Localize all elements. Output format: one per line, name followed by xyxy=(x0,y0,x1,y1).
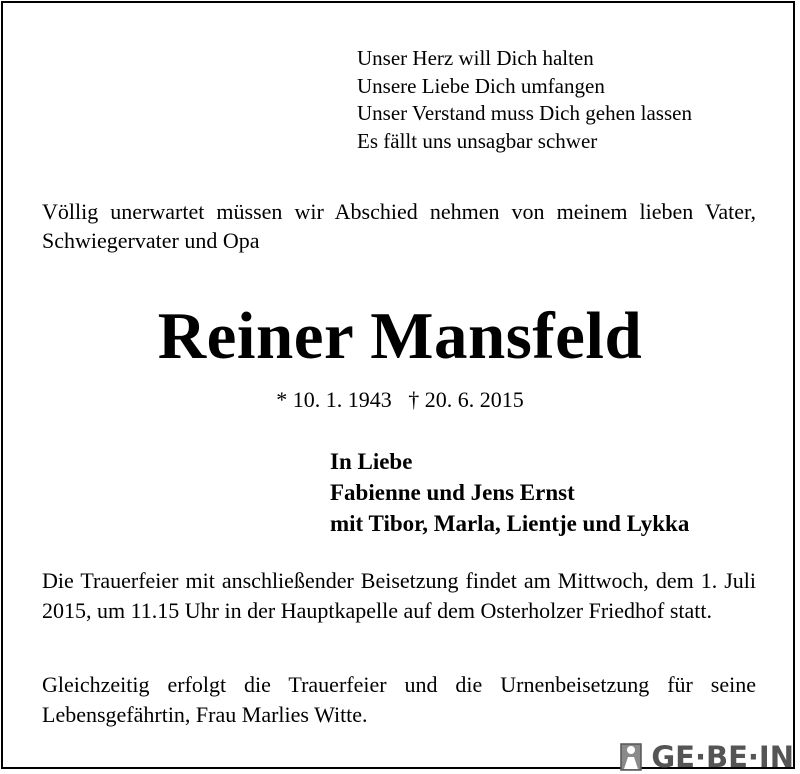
intro-text: Völlig unerwartet müssen wir Abschied nehmen von meinem lieben Vater, Schwiegervater und Opa xyxy=(42,199,756,253)
poem xyxy=(357,45,692,155)
figure-icon xyxy=(617,742,645,772)
funeral-notice: Die Trauerfeier mit anschließender Beisetzung findet am Mittwoch, dem 1. Juli 2015, um 11.15 Uhr in der Hauptkapelle auf dem Osterholzer Friedhof statt. xyxy=(42,568,756,623)
poem-line: Unser Herz will Dich halten xyxy=(357,46,594,70)
poem-line: Unsere Liebe Dich umfangen xyxy=(357,73,605,98)
signer-line: Fabienne und Jens Ernst xyxy=(330,480,575,505)
signer-line: mit Tibor, Marla, Lientje und Lykka xyxy=(330,511,690,536)
logo-text: GE·BE·IN xyxy=(651,740,794,774)
poem-line: Es fällt uns unsagbar schwer xyxy=(357,128,598,153)
publisher-logo xyxy=(617,742,794,772)
urn-notice: Gleichzeitig erfolgt die Trauerfeier und die Urnenbeisetzung für seine Lebensgefährtin, Frau Marlies Witte. xyxy=(42,672,756,727)
poem-line: Unser Verstand muss Dich gehen lassen xyxy=(357,101,692,125)
life-dates: * 10. 1. 1943 † 20. 6. 2015 xyxy=(276,387,524,412)
signer-line: In Liebe xyxy=(330,449,413,474)
signers xyxy=(330,446,689,539)
deceased-name: Reiner Mansfeld xyxy=(157,299,643,373)
